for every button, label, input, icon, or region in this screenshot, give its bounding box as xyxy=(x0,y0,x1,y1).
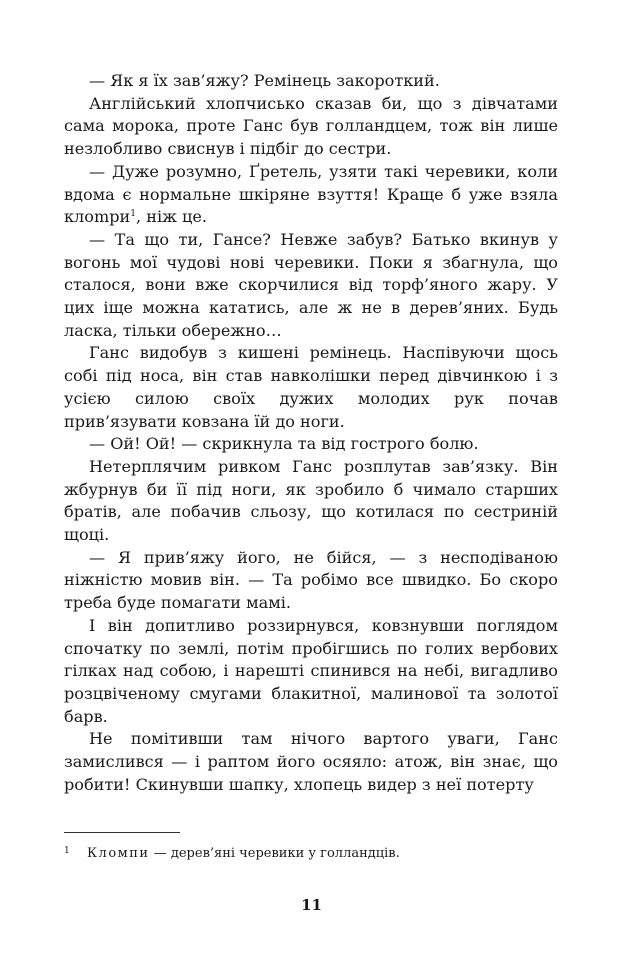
paragraph-text: — Дуже розумно, Ґретель, узяти такі черевики, коли вдома є нормальне шкіряне взуття! Краще б уже взяла клompи xyxy=(64,161,558,227)
footnote-marker: 1 xyxy=(64,846,70,856)
paragraph: Ганс видобув з кишені ремінець. Наспівуючи щось собі під носа, він став навколішки перед дівчинкою і з усією силою своїх дужих молодих рук почав прив’язувати ковзана їй до ноги. xyxy=(64,343,558,431)
footnote-term: Клoмпи xyxy=(87,846,150,861)
paragraph: Нетерплячим ривком Ганс розплутав зав’язку. Він жбурнув би її під ноги, як зробило б чимало старших братів, але побачив сльозу, що котилася по сестриній щоці. xyxy=(64,456,558,545)
paragraph: Не помітивши там нічого вартого уваги, Ганс замислився — і раптом його осяяло: атож, він знає, що робити! Скинувши шапку, хлопець видер з неї потерту xyxy=(64,729,558,794)
paragraph-tail: , ніж це. xyxy=(136,207,208,227)
paragraph: — Я прив’яжу його, не бійся, — з несподіваною ніжністю мовив він. — Та робімо все швидко. Бо скоро треба буде помагати мамі. xyxy=(64,547,558,613)
page-number: 11 xyxy=(301,896,322,914)
footnote xyxy=(64,842,558,863)
paragraph: — Та що ти, Гансе? Невже забув? Батько вкинув у вогонь мої чудові нові черевики. Поки я збагнула, що сталося, вони вже скорчилися від торф’яного жару. У цих іще можна кататись, але ж не в дерев’яних. Будь ласка, тільки обережно… xyxy=(64,229,558,340)
paragraph: — Ой! Ой! — скрикнула та від гострого болю. xyxy=(89,434,479,454)
paragraph xyxy=(64,161,558,229)
body-text xyxy=(64,70,558,797)
footnote-reference[interactable]: 1 xyxy=(130,209,136,220)
paragraph: Англійський хлопчисько сказав би, що з дівчатами сама морока, проте Ганс був голландцем, тож він лише незлобливо свиснув і підбіг до сестри. xyxy=(64,93,558,159)
paragraph: — Як я їх зав’яжу? Ремінець закороткий. xyxy=(89,71,440,90)
footnote-text: — дерев’яні черевики у голландців. xyxy=(149,846,400,861)
footnote-divider xyxy=(64,832,180,833)
paragraph: І він допитливо роззирнувся, ковзнувши поглядом спочатку по землі, потім пробігшись по голих вербових гілках над собою, і нарешті спинився на небі, вигадливо розцвіченому смугами блакитної, малинової та золотої барв. xyxy=(64,615,558,726)
